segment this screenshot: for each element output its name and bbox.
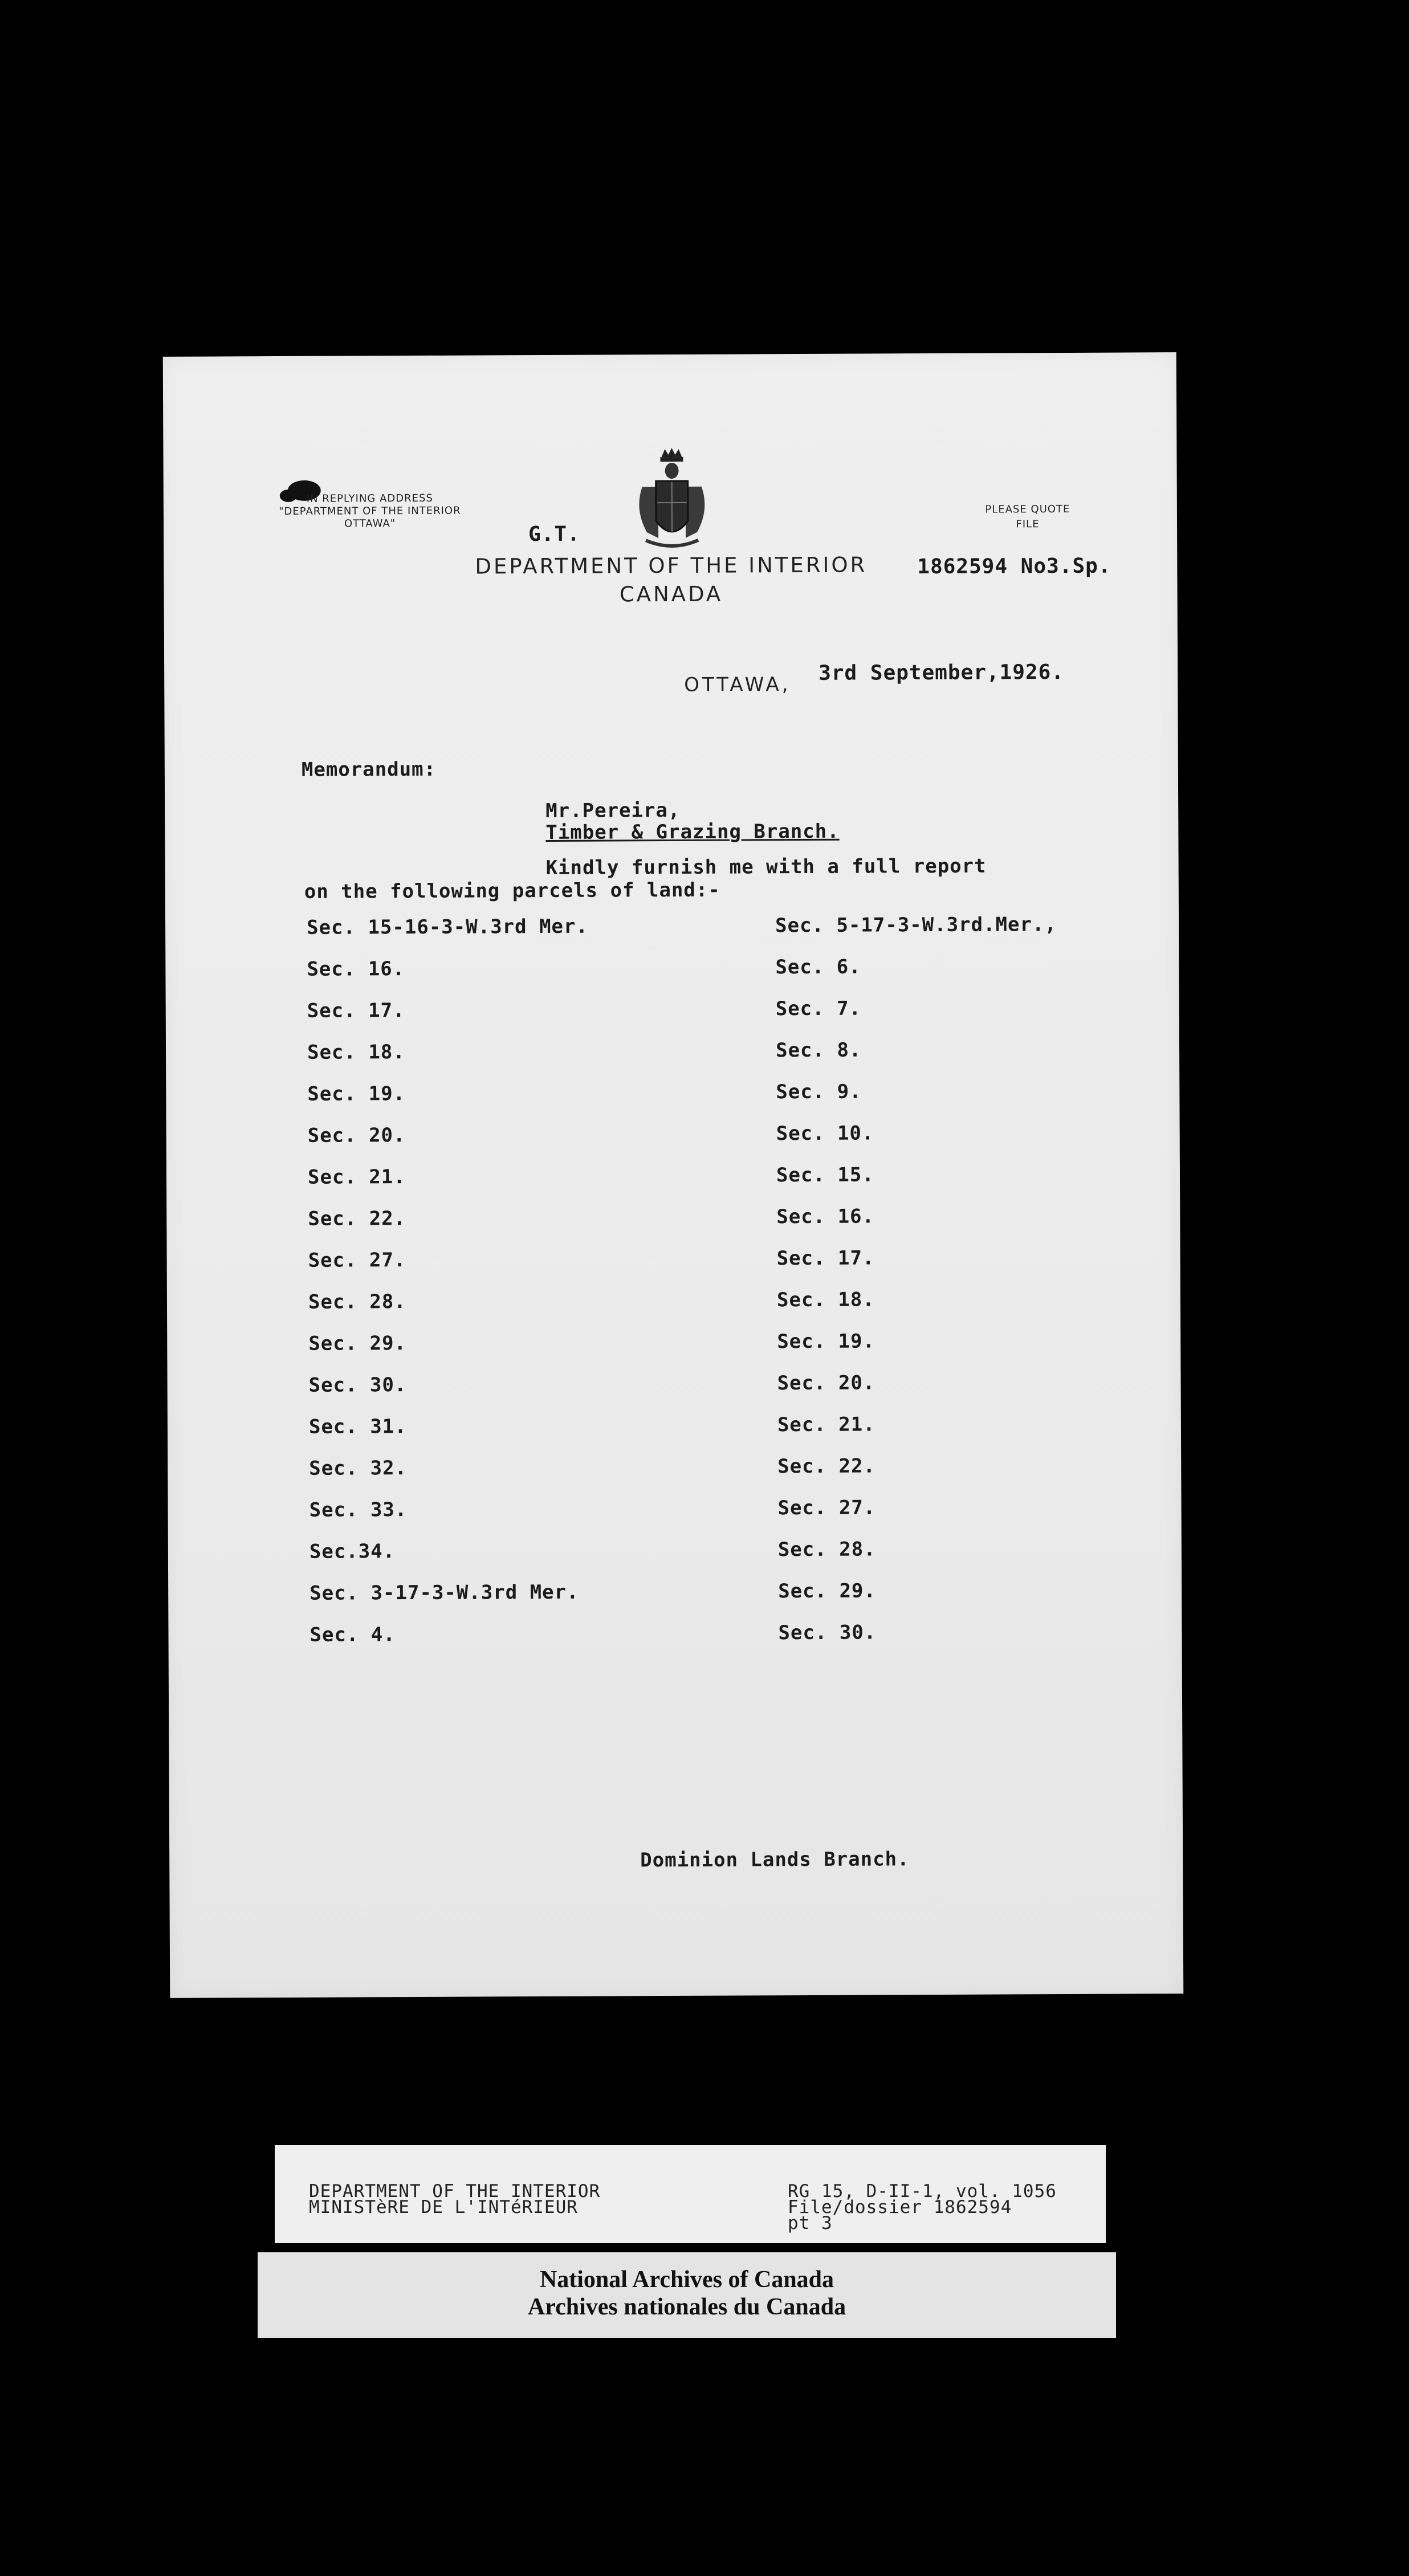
file-number: 1862594 No3.Sp.	[917, 554, 1111, 579]
parcel-item: Sec. 30.	[778, 1621, 877, 1645]
parcel-item: Sec. 19.	[777, 1330, 875, 1354]
please-quote-line: FILE	[1016, 518, 1040, 531]
parcel-item: Sec. 7.	[775, 997, 862, 1021]
parcel-item: Sec. 3-17-3-W.3rd Mer.	[310, 1580, 579, 1605]
parcel-item: Sec. 20.	[777, 1371, 875, 1395]
dateline-city: OTTAWA,	[684, 673, 791, 696]
memo-document	[163, 352, 1184, 1998]
department-header	[454, 551, 887, 609]
parcel-item: Sec. 15-16-3-W.3rd Mer.	[307, 915, 588, 939]
parcel-item: Sec. 29.	[308, 1332, 407, 1355]
parcel-item: Sec. 10.	[776, 1122, 874, 1146]
parcel-item: Sec. 32.	[309, 1457, 408, 1480]
parcel-item: Sec. 33.	[309, 1498, 408, 1522]
parcel-item: Sec. 16.	[776, 1205, 875, 1229]
archive-label-left-line: MINISTèRE DE L'INTéRIEUR	[309, 2197, 578, 2218]
parcel-item: Sec. 15.	[776, 1163, 874, 1187]
parcel-item: Sec. 17.	[776, 1246, 875, 1270]
initials: G.T.	[528, 522, 580, 547]
parcel-item: Sec. 18.	[776, 1288, 875, 1312]
parcel-item: Sec. 21.	[307, 1165, 406, 1189]
reply-address-line: IN REPLYING ADDRESS	[306, 492, 433, 505]
archive-label-left-line: DEPARTMENT OF THE INTERIOR	[309, 2181, 601, 2202]
parcel-item: Sec. 31.	[308, 1415, 407, 1438]
memo-recipient: Mr.Pereira,	[545, 798, 681, 822]
parcel-item: Sec. 27.	[777, 1496, 876, 1520]
dateline-date: 3rd September,1926.	[818, 660, 1065, 685]
please-quote-block	[971, 502, 1085, 532]
country-name: CANADA	[619, 581, 723, 607]
reply-address-block	[267, 492, 473, 531]
parcel-item: Sec. 21.	[777, 1413, 875, 1437]
parcel-item: Sec. 5-17-3-W.3rd.Mer.,	[775, 913, 1057, 938]
reply-address-line: "DEPARTMENT OF THE INTERIOR	[279, 504, 461, 518]
archive-label-right-line: File/dossier 1862594	[788, 2197, 1012, 2218]
parcel-item: Sec. 8.	[775, 1038, 862, 1062]
parcel-item: Sec. 9.	[776, 1080, 862, 1104]
parcel-item: Sec. 18.	[307, 1041, 405, 1064]
archive-label-right-line: pt 3	[788, 2213, 833, 2233]
parcel-item: Sec. 28.	[777, 1538, 876, 1562]
parcel-item: Sec. 17.	[307, 999, 405, 1022]
memo-body-line: on the following parcels of land:-	[304, 878, 720, 903]
coat-of-arms-crest	[632, 447, 712, 550]
please-quote-line: PLEASE QUOTE	[985, 503, 1070, 516]
parcel-item: Sec. 27.	[308, 1249, 406, 1272]
archive-name-english: National Archives of Canada	[539, 2267, 834, 2293]
reply-address-line: OTTAWA"	[344, 517, 396, 530]
parcel-item: Sec. 22.	[308, 1207, 406, 1230]
parcel-list-left	[307, 906, 592, 1656]
parcel-item: Sec. 6.	[775, 955, 861, 979]
parcel-item: Sec.34.	[309, 1540, 396, 1563]
signature-line: Dominion Lands Branch.	[640, 1848, 910, 1872]
archive-reference-label	[275, 2145, 1106, 2243]
archive-name-french: Archives nationales du Canada	[527, 2294, 846, 2320]
parcel-item: Sec. 28.	[308, 1290, 406, 1314]
parcel-item: Sec. 30.	[308, 1373, 407, 1397]
archive-label-right-line: RG 15, D-II-1, vol. 1056	[788, 2181, 1057, 2202]
parcel-item: Sec. 4.	[310, 1623, 396, 1646]
parcel-item: Sec. 29.	[778, 1579, 877, 1603]
memo-heading: Memorandum:	[301, 757, 437, 781]
parcel-item: Sec. 16.	[307, 957, 405, 981]
parcel-item: Sec. 19.	[307, 1082, 406, 1106]
memo-branch: Timber & Grazing Branch.	[545, 820, 840, 844]
parcel-list-right	[775, 904, 1060, 1654]
memo-body-line: Kindly furnish me with a full report	[545, 854, 987, 879]
department-name: DEPARTMENT OF THE INTERIOR	[475, 552, 868, 579]
parcel-item: Sec. 20.	[307, 1124, 406, 1147]
parcel-item: Sec. 22.	[777, 1454, 876, 1478]
national-archives-banner	[258, 2252, 1116, 2338]
